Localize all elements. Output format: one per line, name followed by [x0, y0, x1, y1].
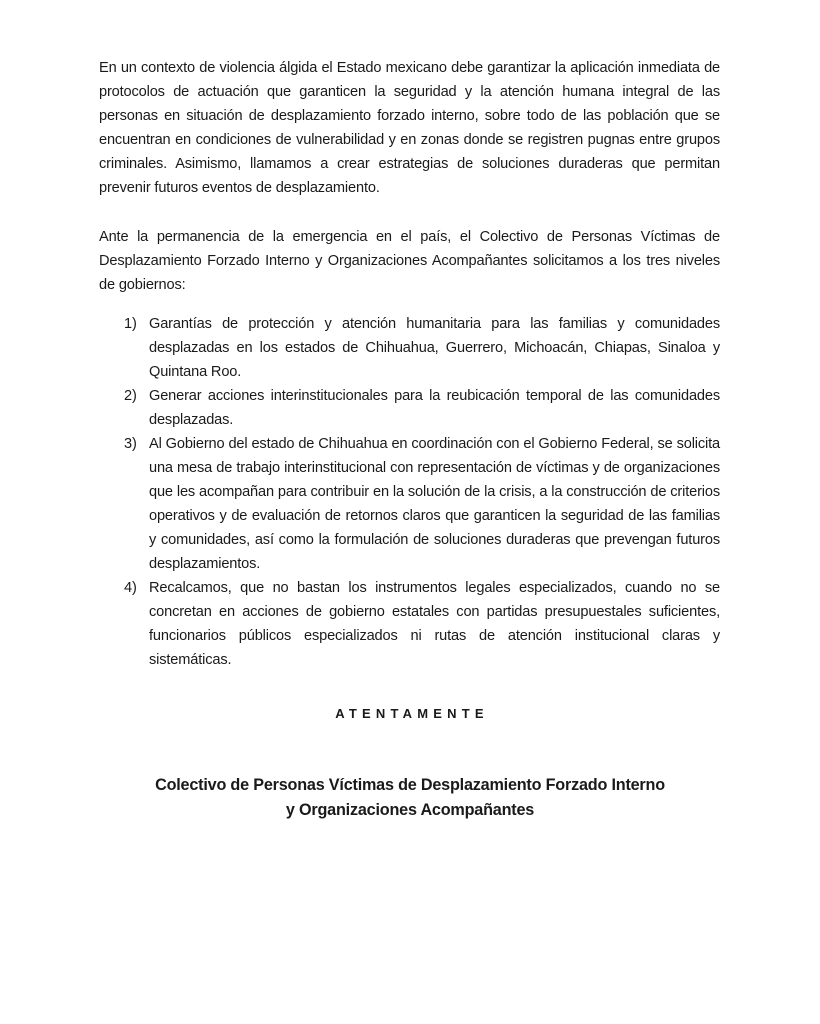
list-item	[99, 432, 720, 576]
list-item-text: Generar acciones interinstitucionales para la reubicación temporal de las comunidades desplazadas.	[149, 388, 720, 428]
list-item-number: 3)	[124, 436, 137, 452]
list-item	[99, 384, 720, 432]
signature-line-2: y Organizaciones Acompañantes	[285, 801, 535, 819]
list-item-number: 4)	[124, 580, 137, 596]
list-item	[99, 576, 720, 672]
signature-block	[0, 773, 820, 823]
demands-list	[99, 312, 720, 672]
closing-salutation: ATENTAMENTE	[335, 706, 489, 721]
list-item-number: 1)	[124, 316, 137, 332]
list-item-text: Recalcamos, que no bastan los instrumentos legales especializados, cuando no se concretan en acciones de gobierno estatales con partidas presupuestales suficientes, funcionarios públicos especializados ni rutas de atención institucional claras y sistemáticas.	[149, 580, 720, 668]
paragraph-request-intro: Ante la permanencia de la emergencia en el país, el Colectivo de Personas Víctimas de Desplazamiento Forzado Interno y Organizaciones Acompañantes solicitamos a los tres niveles de gobiernos:	[99, 229, 720, 293]
list-item-text: Garantías de protección y atención humanitaria para las familias y comunidades desplazadas en los estados de Chihuahua, Guerrero, Michoacán, Chiapas, Sinaloa y Quintana Roo.	[149, 316, 720, 380]
list-item-number: 2)	[124, 388, 137, 404]
list-item-text: Al Gobierno del estado de Chihuahua en coordinación con el Gobierno Federal, se solicita una mesa de trabajo interinstitucional con representación de víctimas y de organizaciones que les acompañan para contribuir en la solución de la crisis, a la construcción de criterios operativos y de evaluación de retornos claros que garanticen la seguridad de las familias y comunidades, así como la formulación de soluciones duraderas que prevengan futuros desplazamientos.	[149, 436, 720, 572]
list-item	[99, 312, 720, 384]
paragraph-context: En un contexto de violencia álgida el Estado mexicano debe garantizar la aplicación inmediata de protocolos de actuación que garanticen la seguridad y la atención humana integral de las personas en situación de desplazamiento forzado interno, sobre todo de las población que se encuentran en condiciones de vulnerabilidad y en zonas donde se registren pugnas entre grupos criminales. Asimismo, llamamos a crear estrategias de soluciones duraderas que permitan prevenir futuros eventos de desplazamiento.	[99, 60, 720, 196]
signature-line-1: Colectivo de Personas Víctimas de Desplazamiento Forzado Interno	[155, 776, 665, 794]
